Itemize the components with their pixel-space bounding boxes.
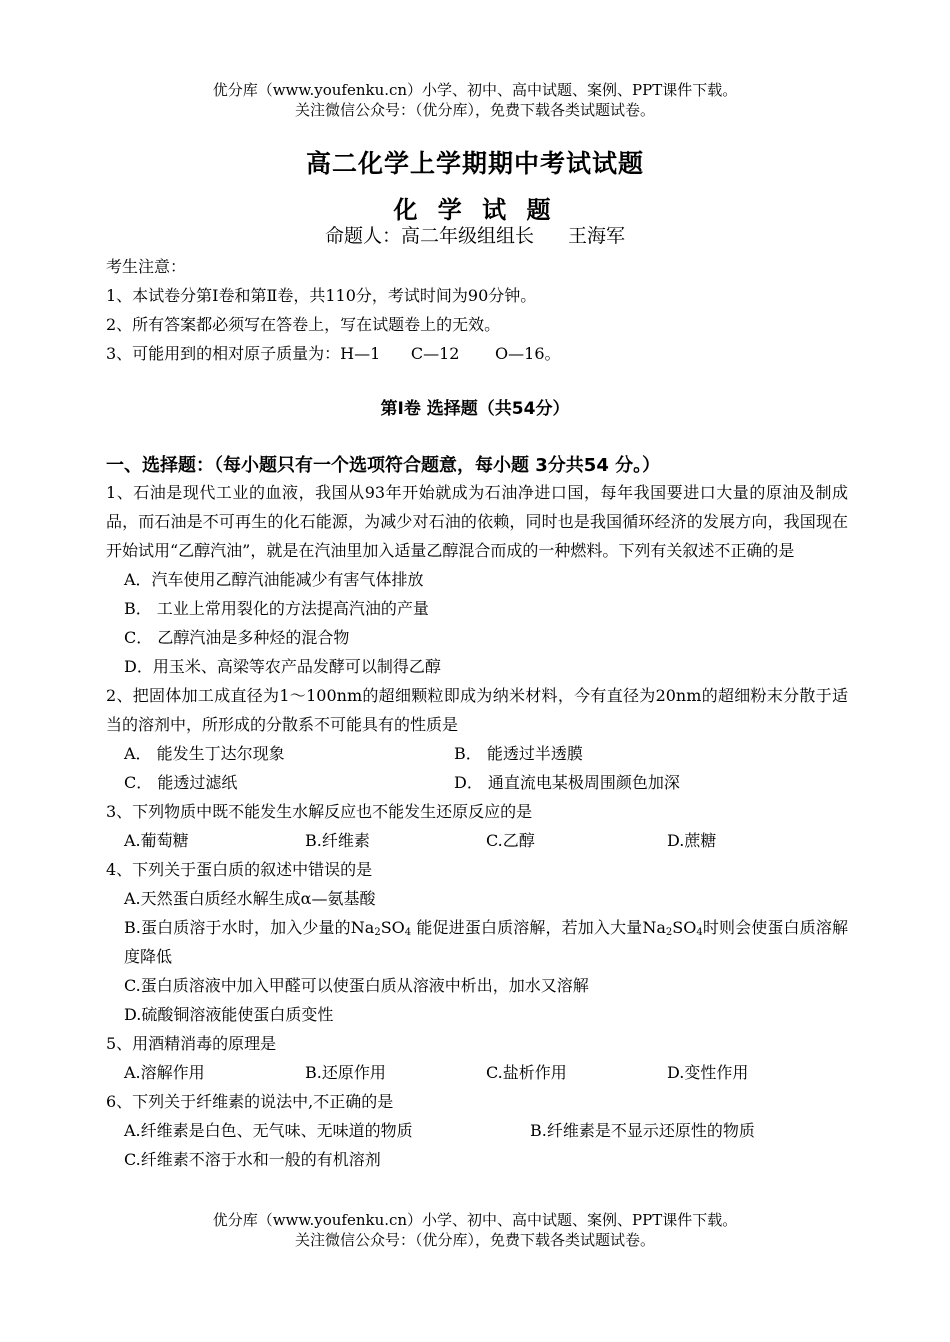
question-5-option-c: C.盐析作用 (486, 1063, 567, 1082)
notes-heading: 考生注意： (106, 257, 187, 276)
question-1-stem: 1、石油是现代工业的血液，我国从93年开始就成为石油净进口国，每年我国要进口大量的原油及制成品，而石油是不可再生的化石能源，为减少对石油的依赖，同时也是我国循环经济的发展方向，我国现在开始试用“乙醇汽油”，就是在汽油里加入适量乙醇混合而成的一种燃料。下列有关叙述不正确的是 (106, 483, 848, 560)
question-4-option-b-text: SO (380, 918, 405, 937)
question-2-option-c: C． 能透过滤纸 (124, 773, 238, 792)
question-6-option-c: C.纤维素不溶于水和一般的有机溶剂 (124, 1150, 381, 1169)
subscript: 2 (374, 927, 381, 938)
question-2-option-a: A． 能发生丁达尔现象 (124, 744, 285, 763)
banner-line-2: 关注微信公众号：（优分库），免费下载各类试题试卷。 (294, 101, 655, 119)
question-4-option-b-text: SO (672, 918, 697, 937)
question-5-option-d: D.变性作用 (667, 1063, 749, 1082)
footer-banner (0, 1210, 950, 1250)
question-2-option-b: B． 能透过半透膜 (454, 744, 583, 763)
subscript: 4 (404, 927, 412, 938)
question-2-options-row-1 (106, 739, 848, 768)
question-4-option-c: C.蛋白质溶液中加入甲醛可以使蛋白质从溶液中析出，加水又溶解 (124, 976, 589, 995)
question-4-option-b-text: 时则会使蛋白质溶解度降低 (124, 918, 848, 966)
part-heading: 一、选择题：（每小题只有一个选项符合题意，每小题 3分共54 分。） (106, 455, 661, 476)
question-4-option-b (106, 913, 848, 971)
question-6-option-b: B.纤维素是不显示还原性的物质 (530, 1121, 755, 1140)
note-item: 3、可能用到的相对原子质量为：H—1 C—12 O—16。 (106, 344, 561, 363)
question-list (106, 478, 848, 1174)
question-3-option-d: D.蔗糖 (667, 831, 717, 850)
question-4-option-d: D.硫酸铜溶液能使蛋白质变性 (124, 1005, 334, 1024)
question-4-option-a: A.天然蛋白质经水解生成α—氨基酸 (124, 889, 376, 908)
question-2-option-d: D． 通直流电某极周围颜色加深 (454, 773, 680, 792)
question-2-stem: 2、把固体加工成直径为1～100nm的超细颗粒即成为纳米材料，今有直径为20nm的超细粉末分散于适当的溶剂中，所形成的分散系不可能具有的性质是 (106, 686, 848, 734)
question-4-stem: 4、下列关于蛋白质的叙述中错误的是 (106, 860, 373, 879)
question-6-options-row-1 (106, 1116, 848, 1145)
question-3-options (106, 826, 848, 855)
section-title: 第Ⅰ卷 选择题（共54分） (380, 399, 570, 419)
exam-notes (106, 252, 846, 368)
question-4-option-b-text: 能促进蛋白质溶解，若加入大量Na (411, 918, 666, 937)
subscript: 2 (665, 927, 673, 938)
question-1-option-c: C． 乙醇汽油是多种烃的混合物 (124, 628, 350, 647)
footer-line-1: 优分库（www.youfenku.cn）小学、初中、高中试题、案例、PPT课件下载。 (212, 1211, 738, 1229)
question-3-option-b: B.纤维素 (305, 831, 370, 850)
footer-line-2: 关注微信公众号：（优分库），免费下载各类试题试卷。 (294, 1231, 655, 1249)
question-6-option-a: A.纤维素是白色、无气味、无味道的物质 (124, 1121, 413, 1140)
question-2-options-row-2 (106, 768, 848, 797)
question-6-stem: 6、下列关于纤维素的说法中,不正确的是 (106, 1092, 394, 1111)
question-5-option-b: B.还原作用 (305, 1063, 386, 1082)
question-5-option-a: A.溶解作用 (124, 1063, 205, 1082)
exam-title: 高二化学上学期期中考试试题 (305, 149, 644, 178)
author-name: 王海军 (568, 225, 626, 247)
author-label: 命题人：高二年级组组长 (324, 225, 534, 247)
question-3-option-a: A.葡萄糖 (124, 831, 189, 850)
question-3-option-c: C.乙醇 (486, 831, 535, 850)
subscript: 4 (696, 927, 703, 938)
banner-line-1: 优分库（www.youfenku.cn）小学、初中、高中试题、案例、PPT课件下载。 (212, 81, 738, 99)
note-item: 2、所有答案都必须写在答卷上，写在试题卷上的无效。 (106, 315, 501, 334)
question-5-stem: 5、用酒精消毒的原理是 (106, 1034, 277, 1053)
question-5-options (106, 1058, 848, 1087)
note-item: 1、本试卷分第Ⅰ卷和第Ⅱ卷，共110分，考试时间为90分钟。 (106, 286, 537, 305)
exam-subtitle: 化 学 试 题 (393, 195, 557, 224)
question-1-option-b: B． 工业上常用裂化的方法提高汽油的产量 (124, 599, 429, 618)
question-1-option-d: D．用玉米、高梁等农产品发酵可以制得乙醇 (124, 657, 441, 676)
question-4-option-b-text: B.蛋白质溶于水时，加入少量的Na (124, 918, 375, 937)
question-3-stem: 3、下列物质中既不能发生水解反应也不能发生还原反应的是 (106, 802, 533, 821)
author-line (0, 221, 950, 248)
question-1-option-a: A．汽车使用乙醇汽油能减少有害气体排放 (124, 570, 424, 589)
header-banner (0, 80, 950, 120)
